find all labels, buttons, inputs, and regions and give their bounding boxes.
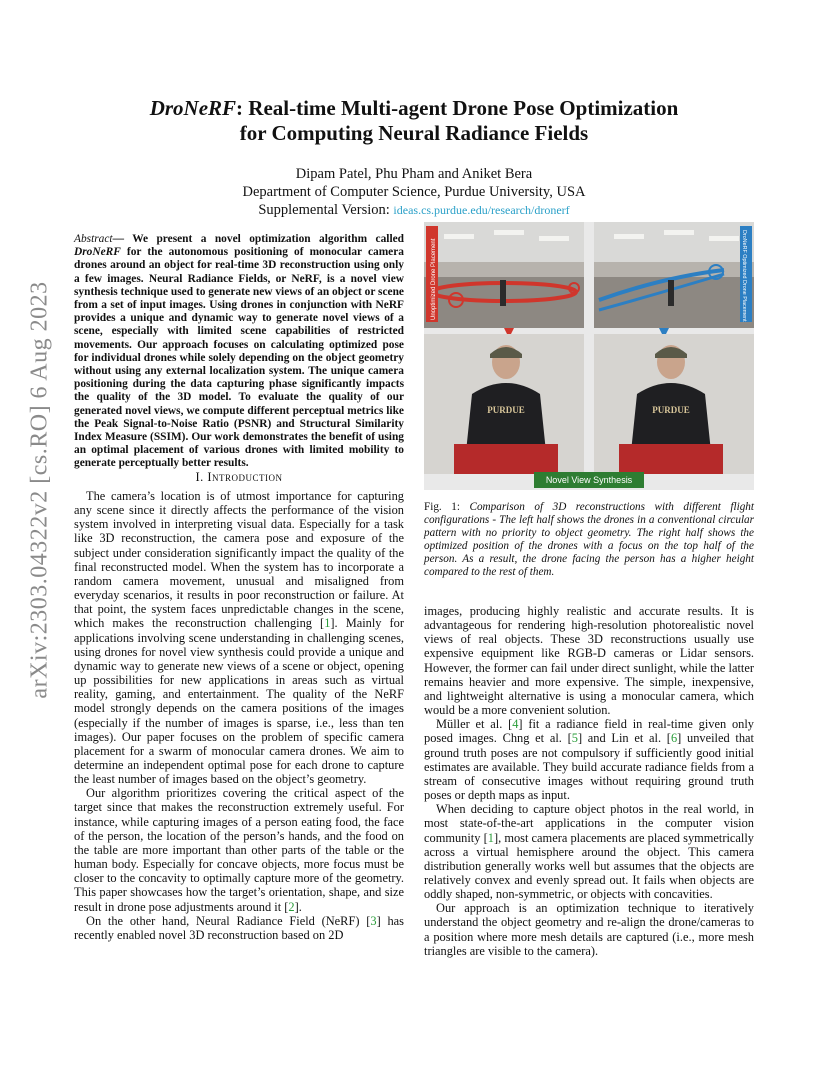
optimized-tag-text: DroNeRF Optimized Drone Placement <box>741 230 747 322</box>
text: ] fit a radiance field in real-time given only posed images. Chng et al. [ <box>424 717 754 746</box>
right-column-body <box>424 604 754 958</box>
person-silhouette-right <box>668 280 674 306</box>
paragraph <box>424 717 754 802</box>
text: Our algorithm prioritizes covering the critical aspect of the target since that makes the reconstruction extremely useful. For instance, while capturing images of a person eating food, the face of the person, the location of the person’s hands, and the food on the table are more important than other parts of the table or the human body. Especially for concave objects, more focus must be closer to the concavity to optimally capture more of the geometry. This paper showcases how the target’s orientation, shape, and size result in drone pose adjustments around it [ <box>74 786 404 914</box>
figure-1 <box>424 222 754 490</box>
figure-1-graphic <box>424 222 754 490</box>
arxiv-stamp <box>20 281 60 699</box>
laptop-right <box>619 444 723 474</box>
paragraph <box>424 604 754 717</box>
text: The camera’s location is of utmost importance for capturing any scene since it directly affects the performance of the vision system involved in interpreting visual data. Especially for a task like 3D reconstruction, the camera pose and exposure of the subject under consideration significantly impact the quality of the final reconstructed model. When the system has to incorporate a random camera movement, unusual and misaligned from everyday scenarios, it results in poor reconstruction or failure. At that point, the system faces unpredictable changes in the scene, which makes the reconstruction challenging [ <box>74 489 404 631</box>
text: images, producing highly realistic and accurate results. It is advantageous for rendering high-resolution photorealistic novel views of real objects. These 3D reconstructions usually use expensive equipment like RGB-D cameras or Lidar sensors. However, the former can fail under direct sunlight, while the latter remains heavier and more expensive. The simple, inexpensive, and lightweight alternative is using a monocular camera, which would be a more convenient solution. <box>424 604 754 718</box>
text: ] has recently enabled novel 3D reconstruction based on 2D <box>74 913 404 942</box>
paragraph <box>424 802 754 901</box>
paper-title <box>90 96 738 146</box>
text: ] and Lin et al. [ <box>577 731 671 746</box>
title-italic: DroNeRF <box>149 96 237 120</box>
citation-link[interactable]: 1 <box>487 830 494 845</box>
supplemental-line <box>90 201 738 219</box>
novel-view-synthesis-text: Novel View Synthesis <box>545 475 633 485</box>
text: ]. <box>294 899 302 914</box>
ceiling-right <box>594 222 754 262</box>
unoptimized-tag-text: Unoptimized Drone Placement <box>431 238 437 320</box>
citation-link[interactable]: 3 <box>370 913 377 928</box>
ceiling-left <box>424 222 584 262</box>
supplemental-label: Supplemental Version: <box>258 202 390 218</box>
paragraph <box>74 914 404 942</box>
supplemental-link[interactable]: ideas.cs.purdue.edu/research/dronerf <box>393 203 570 217</box>
caption-text: Comparison of 3D reconstructions with different flight configurations - The left half shows the drones in a conventional circular pattern with no priority to object geometry. The right half shows the optimized position of the drones with a focus on the top half of the person. As a result, the drone facing the person has a higher height compared to the rest of them. <box>424 501 754 578</box>
paragraph <box>74 786 404 913</box>
arxiv-stamp-text: arXiv:2303.04322v2 [cs.RO] 6 Aug 2023 <box>26 281 53 699</box>
text: On the other hand, Neural Radiance Field (NeRF) [ <box>86 913 371 928</box>
shirt-text-left: PURDUE <box>487 405 525 415</box>
hoodie-right <box>631 383 711 452</box>
shirt-text-right: PURDUE <box>652 405 690 415</box>
title-line1: : Real-time Multi-agent Drone Pose Optimization <box>236 96 679 120</box>
affiliation: Department of Computer Science, Purdue University, USA <box>242 184 586 200</box>
citation-link[interactable]: 2 <box>288 899 295 914</box>
text: ], most camera placements are placed symmetrically across a virtual hemisphere around the object. This camera distribution generally works well but assumes that the objects are relatively convex and evenly spread out. It fails when objects are oddly shaped, non-symmetric, or objects with concavities. <box>424 830 755 902</box>
figure-1-caption <box>424 501 754 579</box>
text: ]. Mainly for applications involving scene understanding in challenging scenes, using drones for novel view synthesis could provide a unique and dynamic way to generate new views of a scene or object, opening up possibilities for new applications in areas such as virtual reality, gaming, and entertainment. The quality of the NeRF model strongly depends on the camera positions of the images (especially if the number of images is sparse, i.e., less than ten images). Our paper focuses on the problem of specific camera placement for a swarm of monocular camera drones. We aim to determine an independent optimal pose for each drone to capture the least number of images based on the object’s geometry. <box>74 616 404 787</box>
text: Müller et al. [ <box>436 717 513 732</box>
text: Our approach is an optimization technique to iteratively understand the object geometry and re-align the drone/cameras to a position where more mesh details are captured (i.e., more mesh triangles are visible to the camera). <box>424 901 754 958</box>
section-heading-introduction <box>74 470 404 485</box>
person-silhouette-left <box>500 280 506 306</box>
section-heading-text: I. Introduction <box>195 470 283 484</box>
citation-link[interactable]: 6 <box>670 731 678 746</box>
title-line2: for Computing Neural Radiance Fields <box>239 121 589 145</box>
left-column-body <box>74 489 404 942</box>
abstract-lead: — We present a novel optimization algorithm called <box>112 233 404 245</box>
text: ] unveiled that ground truth poses are not compulsory if sufficiently good initial estimates are available. They build accurate radiance fields from a stream of consecutive images without requiring ground truth poses or depth maps as input. <box>424 731 754 803</box>
laptop-left <box>454 444 558 474</box>
caption-label: Fig. 1: <box>424 501 470 513</box>
citation-link[interactable]: 5 <box>571 731 578 746</box>
paragraph <box>74 489 404 786</box>
abstract-text: for the autonomous positioning of monocular camera drones around an object for real-time 3D reconstruction using only a few images. Neural Radiance Fields, or NeRF, is a novel view synthesis technique used to generate new views of an object or scene from a set of input images. Using drones in conjunction with NeRF provides a unique and dynamic way to generate novel views of a scene, especially with limited scene capabilities of restricted movements. Our approach focuses on calculating optimized pose for individual drones while solely depending on the object geometry without using any external localization system. The unique camera positioning during the data capturing phase significantly impacts the quality of the 3D model. To evaluate the quality of our generated novel views, we compute different perceptual metrics like the Peak Signal-to-Noise Ratio (PSNR) and Structural Similarity Index Measure (SSIM). Our work demonstrates the benefit of using an optimal placement of various drones with limited mobility to generate perceptually better results. <box>74 246 404 470</box>
text: When deciding to capture object photos in the real world, in most state-of-the-art applications in the computer vision community [ <box>424 802 754 845</box>
abstract <box>74 233 404 471</box>
citation-link[interactable]: 4 <box>512 717 519 732</box>
hoodie-left <box>466 383 546 452</box>
citation-link[interactable]: 1 <box>324 616 331 631</box>
author-names: Dipam Patel, Phu Pham and Aniket Bera <box>295 166 533 182</box>
author-block <box>90 165 738 219</box>
abstract-method-name: DroNeRF <box>74 246 121 259</box>
paragraph <box>424 901 754 958</box>
abstract-label: Abstract <box>74 233 113 245</box>
